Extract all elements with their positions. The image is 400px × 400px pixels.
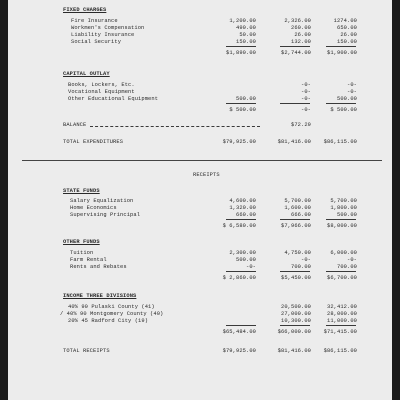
total-receipts-value: $86,115.00 <box>323 348 357 354</box>
capital-outlay-total: -0- <box>300 107 311 113</box>
fixed-charges-row-value: 260.00 <box>290 25 311 31</box>
state-funds-row-value: 1,800.00 <box>330 205 357 211</box>
fixed-charges-row-value: 1,200.00 <box>229 18 256 24</box>
capital-outlay-row-value: 500.00 <box>235 96 256 102</box>
state-funds-row-value: 5,700.00 <box>330 198 357 204</box>
other-funds-row-value: -0- <box>346 257 357 263</box>
other-funds-row-value: 700.00 <box>336 264 357 270</box>
balance-label: BALANCE <box>63 122 87 128</box>
other-funds-heading: OTHER FUNDS <box>63 239 100 245</box>
state-funds-row-value: 4,600.00 <box>229 198 256 204</box>
capital-outlay-total: $ 500.00 <box>330 107 357 113</box>
total-expenditures-value: $81,416.00 <box>277 139 311 145</box>
state-funds-row-value: 666.00 <box>290 212 311 218</box>
rule <box>280 46 310 47</box>
rule <box>226 103 256 104</box>
state-funds-row-label: Salary Equalization <box>70 198 134 204</box>
state-funds-total: $8,000.00 <box>326 223 357 229</box>
state-funds-row-label: Supervising Principal <box>70 212 141 218</box>
other-funds-row-value: -0- <box>300 257 311 263</box>
other-funds-row-value: 6,000.00 <box>330 250 357 256</box>
fixed-charges-total: $1,900.00 <box>326 50 357 56</box>
capital-outlay-row-label: Books, Lockers, Etc. <box>68 82 135 88</box>
other-funds-row-value: 500.00 <box>235 257 256 263</box>
fixed-charges-row-value: 26.00 <box>294 32 311 38</box>
inter-divisions-total: $65,484.00 <box>222 329 256 335</box>
fixed-charges-row-value: 50.00 <box>239 32 256 38</box>
fixed-charges-row-label: Liability Insurance <box>71 32 135 38</box>
fixed-charges-row-value: 490.00 <box>235 25 256 31</box>
state-funds-row-value: 500.00 <box>336 212 357 218</box>
inter-divisions-heading: INCOME THREE DIVISIONS <box>63 293 137 299</box>
other-funds-row-label: Rents and Rebates <box>70 264 127 270</box>
rule <box>280 103 310 104</box>
document-page <box>8 0 392 400</box>
inter-divisions-row-value: 20,500.00 <box>280 304 311 310</box>
capital-outlay-total: $ 500.00 <box>229 107 256 113</box>
rule <box>280 219 310 220</box>
fixed-charges-row-value: 150.00 <box>235 39 256 45</box>
other-funds-row-value: 700.00 <box>290 264 311 270</box>
rule <box>326 325 356 326</box>
total-receipts-label: TOTAL RECEIPTS <box>63 348 110 354</box>
fixed-charges-row-label: Workmen's Compensation <box>71 25 145 31</box>
inter-divisions-row-label: 40% 90 Pulaski County (41) <box>68 304 155 310</box>
rule <box>226 219 256 220</box>
rule <box>280 271 310 272</box>
inter-divisions-row-value: 11,000.00 <box>326 318 357 324</box>
capital-outlay-row-label: Other Educational Equipment <box>68 96 159 102</box>
fixed-charges-heading: FIXED CHARGES <box>63 7 107 13</box>
fixed-charges-row-label: Fire Insurance <box>71 18 118 24</box>
capital-outlay-row-label: Vocational Equipment <box>68 89 135 95</box>
other-funds-total: $5,450.00 <box>280 275 311 281</box>
other-funds-row-label: Tuition <box>70 250 94 256</box>
inter-divisions-row-value: 28,000.00 <box>326 311 357 317</box>
capital-outlay-row-value: 500.00 <box>336 96 357 102</box>
section-divider <box>22 160 382 161</box>
inter-divisions-total: $71,415.00 <box>323 329 357 335</box>
state-funds-total: $ 6,580.00 <box>222 223 256 229</box>
other-funds-row-value: 4,750.00 <box>284 250 311 256</box>
other-funds-total: $ 2,860.00 <box>222 275 256 281</box>
state-funds-row-value: 660.00 <box>235 212 256 218</box>
fixed-charges-row-value: 132.00 <box>290 39 311 45</box>
inter-divisions-row-value: 27,000.00 <box>280 311 311 317</box>
fixed-charges-total: $2,744.00 <box>280 50 311 56</box>
state-funds-row-value: 1,320.00 <box>229 205 256 211</box>
total-expenditures-value: $79,925.00 <box>222 139 256 145</box>
state-funds-heading: STATE FUNDS <box>63 188 100 194</box>
fixed-charges-row-value: 1274.00 <box>333 18 357 24</box>
capital-outlay-heading: CAPITAL OUTLAY <box>63 71 110 77</box>
rule <box>226 325 256 326</box>
total-expenditures-label: TOTAL EXPENDITURES <box>63 139 124 145</box>
fixed-charges-total: $1,890.00 <box>225 50 256 56</box>
capital-outlay-row-value: -0- <box>300 96 311 102</box>
rule <box>326 219 356 220</box>
fixed-charges-row-value: 150.00 <box>336 39 357 45</box>
inter-divisions-total: $66,000.00 <box>277 329 311 335</box>
capital-outlay-row-value: -0- <box>300 89 311 95</box>
receipts-title: RECEIPTS <box>193 172 220 178</box>
rule <box>326 271 356 272</box>
other-funds-row-value: 2,300.00 <box>229 250 256 256</box>
total-receipts-value: $79,925.00 <box>222 348 256 354</box>
rule <box>326 103 356 104</box>
total-expenditures-value: $86,115.00 <box>323 139 357 145</box>
other-funds-row-value: -0- <box>245 264 256 270</box>
fixed-charges-row-label: Social Security <box>71 39 122 45</box>
rule <box>280 325 310 326</box>
rule <box>326 46 356 47</box>
inter-divisions-row-label: 20% 45 Radford City (19) <box>68 318 149 324</box>
other-funds-row-label: Farm Rental <box>70 257 107 263</box>
capital-outlay-row-value: -0- <box>346 82 357 88</box>
inter-divisions-row-label: / 40% 90 Montgomery County (40) <box>60 311 164 317</box>
inter-divisions-row-value: 10,300.00 <box>280 318 311 324</box>
state-funds-row-value: 5,700.00 <box>284 198 311 204</box>
balance-value: $72.29 <box>290 122 311 128</box>
fixed-charges-row-value: 650.00 <box>336 25 357 31</box>
capital-outlay-row-value: -0- <box>346 89 357 95</box>
inter-divisions-row-value: 32,412.00 <box>326 304 357 310</box>
leader-line <box>90 126 260 127</box>
state-funds-total: $7,966.00 <box>280 223 311 229</box>
rule <box>226 271 256 272</box>
rule <box>226 46 256 47</box>
state-funds-row-value: 1,600.00 <box>284 205 311 211</box>
capital-outlay-row-value: -0- <box>300 82 311 88</box>
fixed-charges-row-value: 26.00 <box>340 32 357 38</box>
state-funds-row-label: Home Economics <box>70 205 117 211</box>
total-receipts-value: $81,416.00 <box>277 348 311 354</box>
fixed-charges-row-value: 2,326.00 <box>284 18 311 24</box>
other-funds-total: $6,700.00 <box>326 275 357 281</box>
